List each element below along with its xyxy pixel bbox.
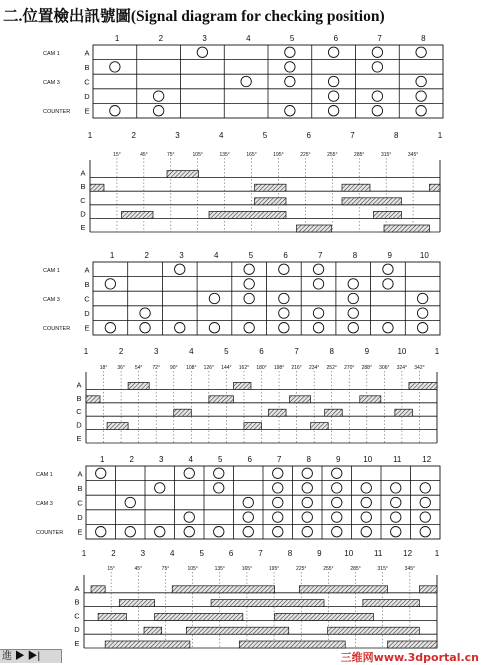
signal-pulse-D xyxy=(374,211,402,218)
angle-label: 255° xyxy=(323,566,334,572)
signal-pulse-A xyxy=(299,586,387,593)
signal-circle-E-6 xyxy=(243,527,253,537)
wave-row-letter-D: D xyxy=(80,209,86,219)
signal-circle-A-1 xyxy=(96,468,106,478)
signal-circle-C-5 xyxy=(285,76,295,86)
row-letter-E: E xyxy=(84,323,90,333)
signal-pulse-A xyxy=(128,382,149,389)
signal-circle-A-8 xyxy=(416,47,426,57)
page-title: 二.位置檢出訊號圖(Signal diagram for checking position) xyxy=(3,8,385,25)
row-letter-C: C xyxy=(77,498,83,508)
signal-pulse-B xyxy=(363,600,419,607)
signal-circle-A-7 xyxy=(313,264,323,274)
row-letter-C: C xyxy=(84,294,90,304)
wave-mark-10: 10 xyxy=(344,549,354,558)
position-number-2: 2 xyxy=(129,455,134,464)
signal-pulse-E xyxy=(384,225,430,232)
position-number-1: 1 xyxy=(114,34,120,43)
signal-pulse-A xyxy=(91,586,105,593)
signal-circle-B-7 xyxy=(273,483,283,493)
signal-circle-E-6 xyxy=(279,323,289,333)
angle-label: 285° xyxy=(350,566,361,572)
position-number-8: 8 xyxy=(352,251,358,260)
angle-label: 75° xyxy=(166,152,175,158)
signal-circle-D-6 xyxy=(243,512,253,522)
signal-circle-E-3 xyxy=(155,527,165,537)
row-label-cam-1: CAM 1 xyxy=(43,50,60,57)
signal-circle-D-2 xyxy=(140,308,150,318)
row-letter-D: D xyxy=(84,309,90,319)
signal-circle-C-10 xyxy=(361,497,371,507)
signal-circle-B-1 xyxy=(105,279,115,289)
signal-pulse-C xyxy=(325,409,343,416)
wave-mark-2: 2 xyxy=(111,549,116,558)
position-number-7: 7 xyxy=(318,251,323,260)
signal-circle-B-8 xyxy=(348,279,358,289)
row-label-counter: COUNTER xyxy=(43,109,71,116)
signal-circle-A-9 xyxy=(383,264,393,274)
position-number-8: 8 xyxy=(306,455,311,464)
signal-circle-D-7 xyxy=(273,512,283,522)
signal-circle-E-6 xyxy=(328,106,338,116)
signal-circle-E-9 xyxy=(383,323,393,333)
row-letter-B: B xyxy=(84,62,90,72)
wave-row-letter-B: B xyxy=(74,597,80,607)
signal-circle-A-6 xyxy=(279,264,289,274)
position-number-1: 1 xyxy=(99,455,105,464)
wave-row-letter-C: C xyxy=(76,407,82,417)
angle-label: 45° xyxy=(140,152,148,158)
signal-pulse-C xyxy=(275,613,374,620)
wave-mark-12: 12 xyxy=(403,549,413,558)
position-number-1: 1 xyxy=(109,251,115,260)
signal-circle-D-8 xyxy=(302,512,312,522)
row-letter-B: B xyxy=(84,279,90,289)
angle-label: 306° xyxy=(379,365,390,371)
wave-row-letter-C: C xyxy=(74,611,80,621)
signal-circle-C-8 xyxy=(416,76,426,86)
signal-circle-B-10 xyxy=(361,483,371,493)
wave-mark-7: 7 xyxy=(294,347,299,356)
angle-label: 216° xyxy=(291,365,302,371)
signal-circle-C-7 xyxy=(273,497,283,507)
signal-circle-C-8 xyxy=(302,497,312,507)
signal-pulse-A xyxy=(233,382,251,389)
signal-circle-B-5 xyxy=(244,279,254,289)
wave-mark-4: 4 xyxy=(189,347,194,356)
signal-circle-C-4 xyxy=(209,293,219,303)
signal-circle-D-10 xyxy=(361,512,371,522)
signal-circle-D-8 xyxy=(348,308,358,318)
angle-label: 90° xyxy=(169,365,178,371)
signal-circle-A-6 xyxy=(328,47,338,57)
angle-label: 345° xyxy=(404,566,416,572)
signal-circle-E-11 xyxy=(391,527,401,537)
signal-circle-A-5 xyxy=(244,264,254,274)
row-letter-E: E xyxy=(77,527,83,537)
signal-circle-A-8 xyxy=(302,468,312,478)
signal-circle-D-4 xyxy=(184,512,194,522)
signal-pulse-C xyxy=(342,198,402,205)
signal-circle-D-6 xyxy=(328,91,338,101)
signal-circle-E-5 xyxy=(214,527,224,537)
wave-mark-6: 6 xyxy=(259,347,264,356)
signal-circle-E-2 xyxy=(140,323,150,333)
signal-pulse-D xyxy=(144,627,162,634)
angle-label: 315° xyxy=(377,566,388,572)
signal-circle-E-7 xyxy=(273,527,283,537)
angle-label: 108° xyxy=(186,365,197,371)
signal-pulse-B xyxy=(360,396,381,403)
signal-circle-A-5 xyxy=(285,47,295,57)
position-number-11: 11 xyxy=(393,455,402,464)
wave-mark-7: 7 xyxy=(258,549,263,558)
signal-circle-A-9 xyxy=(332,468,342,478)
position-number-3: 3 xyxy=(202,34,207,43)
signal-circle-D-9 xyxy=(332,512,342,522)
angle-label: 324° xyxy=(396,365,408,371)
wave-mark-6: 6 xyxy=(306,131,311,140)
signal-circle-C-6 xyxy=(328,76,338,86)
signal-circle-D-11 xyxy=(391,512,401,522)
signal-pulse-C xyxy=(98,613,126,620)
wave-row-letter-E: E xyxy=(76,434,82,443)
angle-label: 198° xyxy=(273,365,285,371)
wave-mark-4: 4 xyxy=(170,549,175,558)
angle-label: 270° xyxy=(344,365,355,371)
row-letter-A: A xyxy=(84,48,90,58)
signal-pulse-D xyxy=(122,211,154,218)
wave-mark-2: 2 xyxy=(131,131,136,140)
position-number-9: 9 xyxy=(387,251,392,260)
angle-label: 315° xyxy=(380,152,392,158)
wave-mark-3: 3 xyxy=(153,347,159,356)
signal-pulse-C xyxy=(155,613,243,620)
wave-mark-1: 1 xyxy=(83,347,89,356)
wave-mark-7: 7 xyxy=(350,131,355,140)
wave-mark-5: 5 xyxy=(199,549,204,558)
position-number-2: 2 xyxy=(144,251,150,260)
signal-circle-E-1 xyxy=(105,323,115,333)
angle-label: 105° xyxy=(192,152,203,158)
wave-row-letter-A: A xyxy=(74,583,80,593)
angle-label: 255° xyxy=(327,152,338,158)
position-number-3: 3 xyxy=(179,251,184,260)
angle-label: 225° xyxy=(296,566,307,572)
row-letter-E: E xyxy=(84,106,90,116)
wave-mark-9: 9 xyxy=(317,549,322,558)
position-number-12: 12 xyxy=(422,455,432,464)
signal-pulse-E xyxy=(388,641,437,648)
angle-label: 285° xyxy=(354,152,365,158)
angle-label: 225° xyxy=(300,152,311,158)
wave-mark-8: 8 xyxy=(329,347,334,356)
signal-pulse-A xyxy=(172,586,274,593)
signal-circle-C-12 xyxy=(420,497,430,507)
wave-mark-9: 9 xyxy=(364,347,370,356)
position-number-3: 3 xyxy=(158,455,164,464)
position-number-7: 7 xyxy=(377,34,382,43)
signal-circle-E-1 xyxy=(96,527,106,537)
wave-mark-5: 5 xyxy=(262,131,268,140)
signal-circle-A-7 xyxy=(273,468,283,478)
signal-circle-E-4 xyxy=(184,527,194,537)
wave-mark-5: 5 xyxy=(224,347,229,356)
wave-row-letter-E: E xyxy=(80,223,86,232)
wave-row-letter-E: E xyxy=(74,639,80,648)
row-label-cam-3: CAM 3 xyxy=(36,501,53,507)
signal-circle-A-7 xyxy=(372,47,382,57)
signal-pulse-D xyxy=(209,211,286,218)
signal-circle-C-8 xyxy=(348,293,358,303)
position-number-4: 4 xyxy=(213,251,219,260)
row-letter-D: D xyxy=(77,513,83,523)
signal-pulse-E xyxy=(239,641,345,648)
wave-mark-11: 11 xyxy=(374,549,383,558)
angle-label: 195° xyxy=(273,152,284,158)
watermark-text: 三维网www.3dportal.cn xyxy=(340,651,479,664)
row-letter-B: B xyxy=(77,483,83,493)
position-number-6: 6 xyxy=(247,455,252,464)
angle-label: 72° xyxy=(152,365,160,371)
signal-circle-B-9 xyxy=(332,483,342,493)
signal-circle-B-5 xyxy=(285,62,295,72)
signal-circle-C-11 xyxy=(391,497,401,507)
position-number-10: 10 xyxy=(419,251,429,260)
signal-circle-E-2 xyxy=(125,527,135,537)
signal-pulse-C xyxy=(395,409,413,416)
angle-label: 75° xyxy=(161,566,170,572)
signal-circle-E-4 xyxy=(209,323,219,333)
angle-label: 135° xyxy=(219,152,230,158)
signal-circle-D-7 xyxy=(372,91,382,101)
position-number-9: 9 xyxy=(335,455,341,464)
position-number-4: 4 xyxy=(188,455,193,464)
signal-pulse-D xyxy=(311,423,329,430)
signal-pulse-B xyxy=(290,396,311,403)
position-number-5: 5 xyxy=(289,34,295,43)
signal-pulse-E xyxy=(105,641,190,648)
signal-circle-D-10 xyxy=(417,308,427,318)
position-number-8: 8 xyxy=(421,34,426,43)
signal-circle-D-12 xyxy=(420,512,430,522)
row-label-cam-3: CAM 3 xyxy=(43,80,60,86)
angle-label: 144° xyxy=(221,365,232,371)
angle-label: 36° xyxy=(117,365,125,371)
wave-mark-8: 8 xyxy=(287,549,293,558)
signal-circle-A-5 xyxy=(214,468,224,478)
row-label-cam-1: CAM 1 xyxy=(43,267,60,274)
angle-label: 54° xyxy=(134,365,143,371)
signal-pulse-D xyxy=(328,627,420,634)
wave-mark-1: 1 xyxy=(81,549,87,558)
wave-mark-1: 1 xyxy=(434,347,440,356)
row-label-cam-3: CAM 3 xyxy=(43,297,60,303)
signal-circle-E-7 xyxy=(313,323,323,333)
signal-pulse-C xyxy=(255,198,287,205)
signal-circle-A-3 xyxy=(197,47,207,57)
row-letter-A: A xyxy=(84,265,90,275)
wave-row-letter-D: D xyxy=(74,625,80,635)
signal-circle-B-3 xyxy=(155,483,165,493)
angle-label: 342° xyxy=(414,365,425,371)
signal-pulse-B xyxy=(342,184,370,191)
angle-label: 252° xyxy=(326,365,337,371)
angle-label: 105° xyxy=(187,566,198,572)
signal-circle-B-8 xyxy=(302,483,312,493)
wave-mark-3: 3 xyxy=(140,549,146,558)
signal-pulse-D xyxy=(244,423,262,430)
angle-label: 15° xyxy=(113,152,121,158)
position-number-2: 2 xyxy=(158,34,164,43)
wave-row-letter-A: A xyxy=(80,168,86,178)
row-letter-C: C xyxy=(84,77,90,87)
signal-pulse-B xyxy=(430,184,441,191)
position-number-6: 6 xyxy=(333,34,339,43)
wave-mark-10: 10 xyxy=(397,347,407,356)
signal-pulse-E xyxy=(297,225,332,232)
signal-circle-B-1 xyxy=(110,62,120,72)
signal-circle-C-6 xyxy=(279,293,289,303)
angle-label: 195° xyxy=(268,566,280,572)
signal-circle-A-3 xyxy=(175,264,185,274)
wave-row-letter-B: B xyxy=(80,182,86,192)
position-number-5: 5 xyxy=(248,251,254,260)
signal-pulse-B xyxy=(90,184,104,191)
angle-label: 126° xyxy=(203,365,215,371)
angle-label: 18° xyxy=(99,365,108,371)
wave-row-letter-D: D xyxy=(76,420,82,430)
signal-circle-E-5 xyxy=(244,323,254,333)
signal-circle-B-7 xyxy=(313,279,323,289)
signal-circle-E-8 xyxy=(302,527,312,537)
signal-pulse-A xyxy=(409,382,437,389)
wave-mark-1: 1 xyxy=(434,549,440,558)
angle-label: 345° xyxy=(407,152,419,158)
signal-circle-D-2 xyxy=(153,91,163,101)
signal-circle-D-8 xyxy=(416,91,426,101)
wave-row-letter-B: B xyxy=(76,393,82,403)
signal-pulse-B xyxy=(119,600,154,607)
wave-mark-8: 8 xyxy=(394,131,399,140)
signal-pulse-D xyxy=(186,627,288,634)
sheet-nav-tab[interactable]: 進 ▶ ▶| xyxy=(0,649,62,663)
window-status-strip xyxy=(0,649,485,663)
wave-row-letter-A: A xyxy=(76,380,82,390)
wave-mark-1: 1 xyxy=(87,131,93,140)
signal-circle-E-10 xyxy=(417,323,427,333)
signal-circle-E-3 xyxy=(175,323,185,333)
signal-circle-E-5 xyxy=(285,106,295,116)
row-letter-A: A xyxy=(77,469,83,479)
signal-pulse-C xyxy=(174,409,192,416)
angle-label: 165° xyxy=(241,566,253,572)
signal-circle-B-9 xyxy=(383,279,393,289)
signal-circle-E-1 xyxy=(110,106,120,116)
wave-mark-3: 3 xyxy=(175,131,180,140)
signal-pulse-A xyxy=(167,171,199,178)
signal-pulse-B xyxy=(211,600,324,607)
signal-pulse-A xyxy=(419,586,437,593)
wave-mark-6: 6 xyxy=(228,549,234,558)
signal-circle-C-2 xyxy=(125,497,135,507)
signal-pulse-B xyxy=(86,396,100,403)
signal-circle-E-7 xyxy=(372,106,382,116)
wave-mark-2: 2 xyxy=(118,347,124,356)
signal-circle-E-10 xyxy=(361,527,371,537)
signal-pulse-B xyxy=(209,396,234,403)
angle-label: 162° xyxy=(238,365,250,371)
row-label-cam-1: CAM 1 xyxy=(36,471,53,478)
signal-circle-E-9 xyxy=(332,527,342,537)
position-number-4: 4 xyxy=(246,34,251,43)
row-label-counter: COUNTER xyxy=(43,326,71,333)
signal-circle-C-10 xyxy=(417,293,427,303)
position-number-7: 7 xyxy=(276,455,282,464)
angle-label: 180° xyxy=(256,365,267,371)
signal-circle-C-6 xyxy=(243,497,253,507)
signal-circle-E-2 xyxy=(153,106,163,116)
signal-circle-E-12 xyxy=(420,527,430,537)
signal-pulse-B xyxy=(255,184,287,191)
angle-label: 15° xyxy=(107,566,115,572)
signal-circle-C-5 xyxy=(244,293,254,303)
signal-circle-B-12 xyxy=(420,483,430,493)
signal-pulse-C xyxy=(269,409,287,416)
signal-circle-C-9 xyxy=(332,497,342,507)
signal-circle-D-6 xyxy=(279,308,289,318)
signal-circle-B-7 xyxy=(372,62,382,72)
wave-mark-4: 4 xyxy=(219,131,224,140)
wave-row-letter-C: C xyxy=(80,195,86,205)
position-number-5: 5 xyxy=(217,455,223,464)
signal-circle-E-8 xyxy=(348,323,358,333)
signal-pulse-D xyxy=(107,423,128,430)
angle-label: 45° xyxy=(134,566,143,572)
position-number-10: 10 xyxy=(363,455,373,464)
angle-label: 165° xyxy=(246,152,257,158)
signal-circle-B-5 xyxy=(214,483,224,493)
row-label-counter: COUNTER xyxy=(36,530,64,537)
position-number-6: 6 xyxy=(283,251,288,260)
signal-circle-E-8 xyxy=(416,106,426,116)
signal-circle-B-11 xyxy=(391,483,401,493)
angle-label: 288° xyxy=(361,365,372,371)
angle-label: 135° xyxy=(214,566,225,572)
wave-mark-1: 1 xyxy=(437,131,443,140)
signal-circle-D-7 xyxy=(313,308,323,318)
row-letter-D: D xyxy=(84,92,90,102)
signal-circle-C-4 xyxy=(241,76,251,86)
signal-circle-A-4 xyxy=(184,468,194,478)
angle-label: 234° xyxy=(308,365,320,371)
